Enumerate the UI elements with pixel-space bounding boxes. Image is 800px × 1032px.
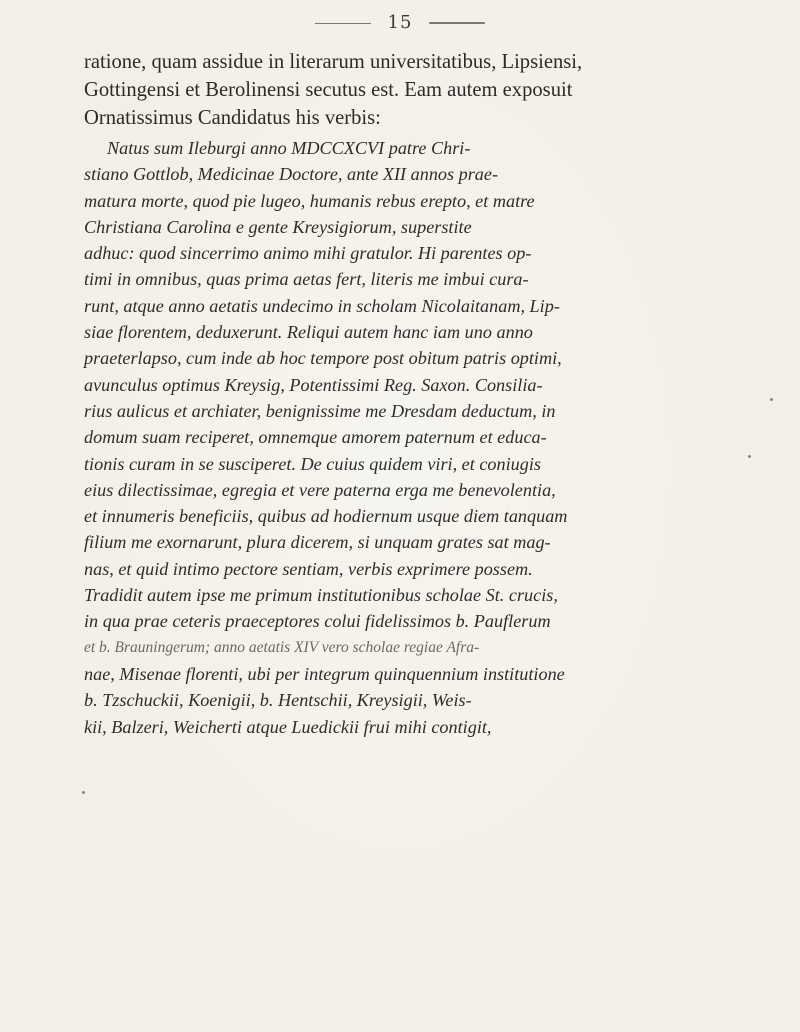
intro-paragraph <box>84 48 724 132</box>
intro-line: ratione, quam assidue in literarum universitatibus, Lipsiensi, <box>84 51 583 73</box>
header-rule-left <box>315 23 371 24</box>
body-line: avunculus optimus Kreysig, Potentissimi Reg. Saxon. Consilia- <box>84 374 543 395</box>
body-line: in qua prae ceteris praeceptores colui fidelissimos b. Pauflerum <box>84 611 551 632</box>
body-line: timi in omnibus, quas prima aetas fert, literis me imbui cura- <box>84 269 529 290</box>
body-line: filium me exornarunt, plura dicerem, si unquam grates sat mag- <box>84 532 551 553</box>
paper-speck <box>82 791 85 794</box>
body-line: b. Tzschuckii, Koenigii, b. Hentschii, Kreysigii, Weis- <box>84 690 472 711</box>
intro-line: Gottingensi et Berolinensi secutus est. Eam autem exposuit <box>84 79 573 101</box>
body-line: nas, et quid intimo pectore sentiam, verbis exprimere possem. <box>84 558 533 579</box>
body-line: eius dilectissimae, egregia et vere paterna erga me benevolentia, <box>84 479 556 500</box>
vita-paragraph <box>84 135 726 740</box>
page-number: 15 <box>387 12 413 33</box>
page-header <box>0 12 800 33</box>
body-line: praeterlapso, cum inde ab hoc tempore post obitum patris optimi, <box>84 348 562 369</box>
body-line: et innumeris beneficiis, quibus ad hodiernum usque diem tanquam <box>84 506 568 527</box>
body-line: siae florentem, deduxerunt. Reliqui autem hanc iam uno anno <box>84 322 533 343</box>
body-line: adhuc: quod sincerrimo animo mihi gratulor. Hi parentes op- <box>84 243 532 264</box>
body-line: matura morte, quod pie lugeo, humanis rebus erepto, et matre <box>84 190 535 211</box>
body-line: Tradidit autem ipse me primum institutionibus scholae St. crucis, <box>84 585 558 606</box>
body-line: nae, Misenae florenti, ubi per integrum quinquennium institutione <box>84 663 565 684</box>
intro-line: Ornatissimus Candidatus his verbis: <box>84 107 381 129</box>
body-line: tionis curam in se susciperet. De cuius quidem viri, et coniugis <box>84 453 541 474</box>
body-line: runt, atque anno aetatis undecimo in scholam Nicolaitanam, Lip- <box>84 295 560 316</box>
body-line: domum suam reciperet, omnemque amorem paternum et educa- <box>84 427 547 448</box>
body-line: rius aulicus et archiater, benignissime me Dresdam deductum, in <box>84 400 556 421</box>
paper-speck <box>770 398 773 401</box>
body-line: stiano Gottlob, Medicinae Doctore, ante XII annos prae- <box>84 164 499 185</box>
header-rule-right <box>429 22 485 24</box>
paper-speck <box>748 455 751 458</box>
body-line: Christiana Carolina e gente Kreysigiorum, superstite <box>84 216 472 237</box>
body-line: Natus sum Ileburgi anno MDCCXCVI patre Chri- <box>107 138 471 158</box>
body-line: kii, Balzeri, Weicherti atque Luedickii frui mihi contigit, <box>84 716 492 737</box>
body-line: et b. Brauningerum; anno aetatis XIV vero scholae regiae Afra- <box>84 638 480 656</box>
